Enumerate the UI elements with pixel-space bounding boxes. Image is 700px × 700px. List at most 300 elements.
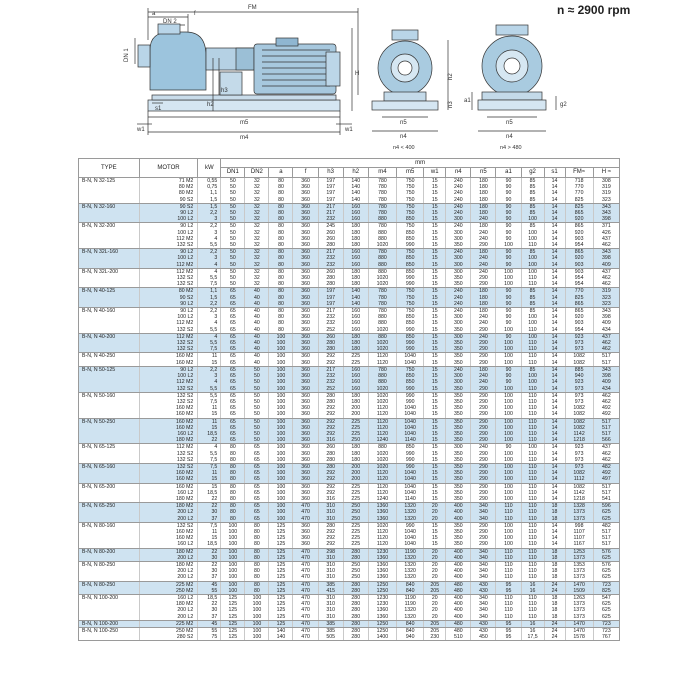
dimension-cell: 470: [293, 628, 318, 635]
type-cell: [79, 327, 140, 334]
dimension-cell: 343: [593, 249, 619, 256]
dimension-cell: 576: [593, 548, 619, 555]
dimension-cell: 110: [521, 601, 544, 607]
dimension-cell: 292: [318, 425, 343, 431]
column-header: n5: [471, 168, 496, 178]
type-cell: [79, 360, 140, 367]
dimension-cell: 65: [221, 314, 245, 320]
dimension-cell: 1250: [368, 620, 396, 627]
dimension-cell: 125: [221, 614, 245, 621]
type-cell: B-N, N 50-125: [79, 366, 140, 373]
dimension-cell: 15: [424, 288, 446, 295]
dimension-cell: 65: [245, 503, 269, 510]
dimension-cell: 15: [424, 457, 446, 464]
dimension-cell: 280: [318, 340, 343, 346]
table-row: [79, 216, 620, 223]
dimension-cell: 780: [368, 301, 396, 308]
motor-cell: 225 M2: [139, 620, 198, 627]
dimension-cell: 767: [593, 634, 619, 641]
motor-cell: 90 L2: [139, 366, 198, 373]
dimension-cell: 85: [521, 249, 544, 256]
dimension-cell: 1040: [397, 470, 424, 476]
dimension-cell: 290: [471, 470, 496, 476]
kw-cell: 11: [198, 529, 221, 535]
dimension-cell: 825: [565, 203, 593, 210]
dimension-cell: 280: [343, 581, 368, 588]
dimension-cell: 323: [593, 197, 619, 204]
dimension-cell: 15: [424, 301, 446, 308]
dimension-cell: 240: [446, 295, 471, 301]
dimension-cell: 110: [521, 483, 544, 490]
dimension-cell: 100: [269, 373, 293, 379]
dimension-cell: 100: [521, 216, 544, 223]
dimension-cell: 65: [221, 340, 245, 346]
dimension-cell: 547: [593, 595, 619, 602]
dimension-cell: 40: [245, 333, 269, 340]
dimension-cell: 90: [496, 230, 521, 236]
dimension-cell: 80: [269, 178, 293, 185]
dimension-cell: 160: [343, 308, 368, 315]
dimension-cell: 50: [221, 281, 245, 288]
kw-cell: 22: [198, 496, 221, 503]
type-cell: B-N, N 80-160: [79, 522, 140, 529]
dimension-cell: 350: [446, 411, 471, 418]
dimension-cell: 180: [471, 308, 496, 315]
dimension-cell: 880: [368, 320, 396, 326]
dimension-cell: 15: [424, 275, 446, 281]
type-cell: [79, 457, 140, 464]
dimension-cell: 350: [446, 327, 471, 334]
dim-s1: s1: [155, 106, 162, 112]
dimension-cell: 232: [318, 314, 343, 320]
dimension-cell: 65: [221, 327, 245, 334]
dimension-cell: 90: [496, 197, 521, 204]
dimension-cell: 110: [496, 548, 521, 555]
dimension-cell: 360: [293, 431, 318, 437]
dimension-cell: 90: [496, 203, 521, 210]
motor-cell: 180 M2: [139, 561, 198, 568]
type-cell: [79, 588, 140, 595]
dimension-cell: 250: [343, 437, 368, 444]
motor-cell: 112 M2: [139, 268, 198, 275]
dimension-cell: 50: [245, 425, 269, 431]
dimension-cell: 205: [424, 588, 446, 595]
dimension-cell: 100: [496, 399, 521, 405]
dimension-cell: 300: [446, 320, 471, 326]
dimension-cell: 1020: [368, 392, 396, 399]
type-cell: [79, 476, 140, 483]
dimension-cell: 350: [446, 437, 471, 444]
dimension-cell: 360: [293, 223, 318, 230]
type-cell: B-N, N 65-200: [79, 483, 140, 490]
dimension-cell: 180: [343, 340, 368, 346]
motor-cell: 112 M2: [139, 379, 198, 385]
dimension-cell: 865: [565, 210, 593, 216]
dimension-cell: 197: [318, 295, 343, 301]
dimension-cell: 15: [424, 366, 446, 373]
column-header: h2: [343, 168, 368, 178]
motor-cell: 132 S2: [139, 242, 198, 249]
dimension-cell: 100: [221, 522, 245, 529]
dimension-cell: 360: [293, 249, 318, 256]
pump-volute: [150, 32, 206, 90]
dimension-cell: 32: [245, 190, 269, 196]
dimension-cell: 1360: [368, 574, 396, 581]
dimension-cell: 90: [496, 190, 521, 196]
dimension-cell: 240: [446, 210, 471, 216]
dimension-cell: 65: [221, 320, 245, 326]
dimension-cell: 360: [293, 262, 318, 269]
dimension-cell: 350: [446, 418, 471, 425]
dimension-cell: 780: [368, 197, 396, 204]
dimension-cell: 14: [544, 268, 565, 275]
motor-cell: 90 L2: [139, 308, 198, 315]
dimension-cell: 1020: [368, 275, 396, 281]
dimension-cell: 225: [343, 425, 368, 431]
dimension-cell: 125: [269, 581, 293, 588]
dimension-cell: 517: [593, 490, 619, 496]
header-motor: MOTOR: [139, 159, 198, 178]
dimension-cell: 1040: [397, 476, 424, 483]
dimension-cell: 15: [424, 223, 446, 230]
dimension-cell: 16: [521, 581, 544, 588]
dimension-cell: 340: [471, 595, 496, 602]
dimension-cell: 110: [521, 346, 544, 353]
dimension-cell: 110: [496, 509, 521, 515]
dimension-cell: 973: [565, 386, 593, 393]
dimension-cell: 1120: [368, 476, 396, 483]
discharge-flange-end-small: [392, 30, 418, 40]
motor-cell: 112 M2: [139, 333, 198, 340]
type-cell: [79, 541, 140, 548]
dimension-cell: 316: [318, 437, 343, 444]
dimension-cell: 50: [221, 203, 245, 210]
discharge-flange-end-large: [496, 25, 528, 35]
dimension-cell: 1320: [397, 574, 424, 581]
base-end-small: [372, 101, 438, 110]
dimension-cell: 100: [269, 353, 293, 360]
dimension-cell: 125: [221, 595, 245, 602]
dimension-cell: 360: [293, 522, 318, 529]
dimension-cell: 90: [496, 216, 521, 223]
dimension-cell: 110: [521, 405, 544, 411]
dimension-cell: 1020: [368, 522, 396, 529]
dimension-cell: 290: [471, 275, 496, 281]
dimension-cell: 850: [397, 320, 424, 326]
dimension-cell: 14: [544, 431, 565, 437]
dimension-cell: 100: [521, 333, 544, 340]
kw-cell: 11: [198, 418, 221, 425]
dimension-cell: 100: [496, 405, 521, 411]
table-row: [79, 437, 620, 444]
dimension-cell: 140: [269, 628, 293, 635]
dim-n5-b: n5: [506, 120, 513, 126]
dimension-cell: 750: [397, 308, 424, 315]
dimension-cell: 290: [471, 386, 496, 393]
dimension-cell: 20: [424, 548, 446, 555]
kw-cell: 2,2: [198, 223, 221, 230]
dimension-cell: 80: [269, 275, 293, 281]
dimension-cell: 100: [221, 568, 245, 574]
dimension-cell: 140: [343, 190, 368, 196]
dimension-cell: 110: [521, 595, 544, 602]
dimension-cell: 217: [318, 308, 343, 315]
dimension-cell: 14: [544, 483, 565, 490]
dimension-cell: 240: [446, 366, 471, 373]
dimension-cell: 18: [544, 574, 565, 581]
dimension-cell: 50: [245, 405, 269, 411]
kw-cell: 22: [198, 601, 221, 607]
kw-cell: 30: [198, 607, 221, 613]
motor-cell: 100 L2: [139, 255, 198, 261]
dimension-cell: 100: [269, 476, 293, 483]
dimension-cell: 14: [544, 281, 565, 288]
dimension-cell: 240: [471, 320, 496, 326]
dimension-cell: 280: [318, 281, 343, 288]
motor-cell: 132 S2: [139, 457, 198, 464]
dimension-cell: 40: [245, 320, 269, 326]
dimension-cell: 217: [318, 366, 343, 373]
dimension-cell: 340: [471, 568, 496, 574]
type-cell: B-N, N 32-125: [79, 178, 140, 185]
kw-cell: 4: [198, 268, 221, 275]
dimension-cell: 840: [397, 628, 424, 635]
kw-cell: 45: [198, 620, 221, 627]
dimension-cell: 180: [343, 392, 368, 399]
table-row: [79, 541, 620, 548]
kw-cell: 15: [198, 483, 221, 490]
dimension-cell: 400: [446, 574, 471, 581]
dimension-cell: 24: [544, 581, 565, 588]
dimension-cell: 240: [446, 249, 471, 256]
dim-fm: FM: [248, 5, 257, 11]
dimension-cell: 1040: [397, 483, 424, 490]
motor-cell: 250 M2: [139, 588, 198, 595]
motor-cell: 200 L2: [139, 516, 198, 523]
dimension-cell: 100: [221, 574, 245, 581]
kw-cell: 3: [198, 230, 221, 236]
dimension-cell: 280: [343, 614, 368, 621]
dimension-cell: 360: [293, 411, 318, 418]
column-header: H ≈: [593, 168, 619, 178]
dimension-cell: 973: [565, 451, 593, 457]
dimension-cell: 14: [544, 529, 565, 535]
dimension-cell: 140: [343, 301, 368, 308]
dimension-cell: 217: [318, 203, 343, 210]
dim-w1-left: w1: [137, 127, 145, 133]
dimension-cell: 100: [496, 353, 521, 360]
type-cell: B-N, N 40-160: [79, 308, 140, 315]
dimension-cell: 180: [471, 184, 496, 190]
dimension-cell: 292: [318, 535, 343, 541]
dimension-cell: 80: [269, 327, 293, 334]
dimension-cell: 280: [318, 346, 343, 353]
dimension-cell: 260: [318, 230, 343, 236]
dimension-cell: 15: [424, 431, 446, 437]
dimension-cell: 1040: [397, 360, 424, 367]
dimension-cell: 197: [318, 184, 343, 190]
dimension-cell: 80: [221, 463, 245, 470]
dimension-cell: 360: [293, 366, 318, 373]
dimension-cell: 125: [269, 620, 293, 627]
dimension-cell: 85: [521, 366, 544, 373]
dimension-cell: 100: [496, 496, 521, 503]
dimension-cell: 100: [521, 320, 544, 326]
dim-w1-right: w1: [345, 127, 353, 133]
dimension-cell: 205: [424, 620, 446, 627]
dimension-cell: 434: [593, 386, 619, 393]
dimension-cell: 160: [343, 320, 368, 326]
dimension-cell: 32: [245, 216, 269, 223]
dimension-cell: 65: [221, 392, 245, 399]
dimension-cell: 110: [496, 568, 521, 574]
dimension-cell: 492: [593, 411, 619, 418]
kw-cell: 4: [198, 379, 221, 385]
dimension-cell: 850: [397, 373, 424, 379]
dimension-cell: 1040: [397, 529, 424, 535]
dimension-cell: 80: [269, 255, 293, 261]
dimension-cell: 40: [245, 314, 269, 320]
dimension-cell: 50: [245, 373, 269, 379]
kw-cell: 2,2: [198, 308, 221, 315]
kw-cell: 11: [198, 353, 221, 360]
type-cell: B-N, N 80-250: [79, 561, 140, 568]
dimension-cell: 625: [593, 614, 619, 621]
dimension-cell: 100: [269, 379, 293, 385]
dimension-cell: 398: [593, 314, 619, 320]
dimension-cell: 50: [221, 249, 245, 256]
dimension-cell: 400: [446, 516, 471, 523]
dimension-cell: 482: [593, 522, 619, 529]
dimension-cell: 65: [221, 295, 245, 301]
dimension-cell: 14: [544, 242, 565, 249]
dimension-cell: 50: [245, 366, 269, 373]
dimension-cell: 566: [593, 437, 619, 444]
dimension-cell: 15: [424, 190, 446, 196]
kw-cell: 37: [198, 574, 221, 581]
dimension-cell: 100: [496, 327, 521, 334]
base-frame: [148, 100, 340, 111]
motor-cell: 160 L2: [139, 490, 198, 496]
dimension-cell: 290: [471, 411, 496, 418]
dimension-cell: 100: [496, 457, 521, 464]
dimension-cell: 50: [245, 411, 269, 418]
dimension-cell: 32: [245, 210, 269, 216]
dimension-cell: 15: [424, 496, 446, 503]
dimension-cell: 1360: [368, 516, 396, 523]
dimension-cell: 1230: [368, 601, 396, 607]
dimension-cell: 462: [593, 281, 619, 288]
kw-cell: 30: [198, 568, 221, 574]
dimension-cell: 200: [343, 470, 368, 476]
dimension-cell: 340: [471, 607, 496, 613]
dimension-cell: 505: [318, 634, 343, 641]
dimension-cell: 100: [269, 392, 293, 399]
dimension-cell: 954: [565, 327, 593, 334]
kw-cell: 11: [198, 405, 221, 411]
dimension-cell: 292: [318, 470, 343, 476]
dimension-cell: 750: [397, 288, 424, 295]
dimension-cell: 437: [593, 268, 619, 275]
dimension-cell: 1020: [368, 327, 396, 334]
dimension-cell: 497: [593, 476, 619, 483]
header-kw: kW: [198, 159, 221, 178]
dimension-cell: 160: [343, 255, 368, 261]
dimension-cell: 100: [221, 535, 245, 541]
dimension-cell: 180: [343, 268, 368, 275]
motor-cell: 132 S2: [139, 522, 198, 529]
dimension-cell: 290: [471, 405, 496, 411]
dimension-cell: 15: [424, 470, 446, 476]
dimension-cell: 292: [318, 529, 343, 535]
dimension-cell: 100: [269, 509, 293, 515]
dimension-cell: 300: [446, 373, 471, 379]
kw-cell: 15: [198, 535, 221, 541]
dimension-cell: 300: [446, 444, 471, 451]
dimension-cell: 85: [521, 197, 544, 204]
dimension-cell: 100: [245, 634, 269, 641]
dimension-cell: 350: [446, 386, 471, 393]
dimension-cell: 1107: [565, 529, 593, 535]
dimension-cell: 625: [593, 516, 619, 523]
dimension-cell: 40: [245, 353, 269, 360]
dimension-cell: 16: [521, 628, 544, 635]
dimension-cell: 360: [293, 496, 318, 503]
dimension-cell: 903: [565, 262, 593, 269]
dimension-cell: 15: [424, 197, 446, 204]
dimension-cell: 360: [293, 529, 318, 535]
dimension-cell: 517: [593, 418, 619, 425]
dimension-cell: 200: [343, 405, 368, 411]
dimension-cell: 80: [269, 262, 293, 269]
dimension-cell: 880: [368, 333, 396, 340]
dimension-cell: 14: [544, 216, 565, 223]
dimension-cell: 50: [221, 255, 245, 261]
dimension-cell: 65: [245, 444, 269, 451]
dimension-cell: 350: [446, 346, 471, 353]
dimension-cell: 180: [471, 210, 496, 216]
dimension-cell: 18: [544, 561, 565, 568]
dimension-cell: 280: [343, 555, 368, 562]
dimension-cell: 40: [245, 346, 269, 353]
dimension-cell: 316: [318, 496, 343, 503]
dimension-cell: 110: [496, 516, 521, 523]
dimension-cell: 290: [471, 399, 496, 405]
dimension-cell: 180: [343, 242, 368, 249]
dimension-cell: 400: [446, 555, 471, 562]
dimension-cell: 80: [269, 288, 293, 295]
dimension-cell: 225: [343, 360, 368, 367]
dimension-cell: 462: [593, 392, 619, 399]
dimension-cell: 880: [368, 255, 396, 261]
dimension-cell: 400: [446, 614, 471, 621]
dimension-cell: 1190: [397, 601, 424, 607]
dimension-cell: 50: [245, 379, 269, 385]
dimension-cell: 1320: [397, 607, 424, 613]
motor-cell: 90 L2: [139, 249, 198, 256]
type-cell: B-N, N 50-250: [79, 418, 140, 425]
dimension-cell: 1020: [368, 386, 396, 393]
motor-cell: 250 M2: [139, 628, 198, 635]
table-row: [79, 178, 620, 185]
motor-cell: 160 M2: [139, 411, 198, 418]
dimension-cell: 398: [593, 216, 619, 223]
dimension-cell: 360: [293, 451, 318, 457]
dimension-cell: 14: [544, 490, 565, 496]
dimension-cell: 415: [318, 588, 343, 595]
dimension-cell: 160: [343, 386, 368, 393]
kw-cell: 7,5: [198, 281, 221, 288]
